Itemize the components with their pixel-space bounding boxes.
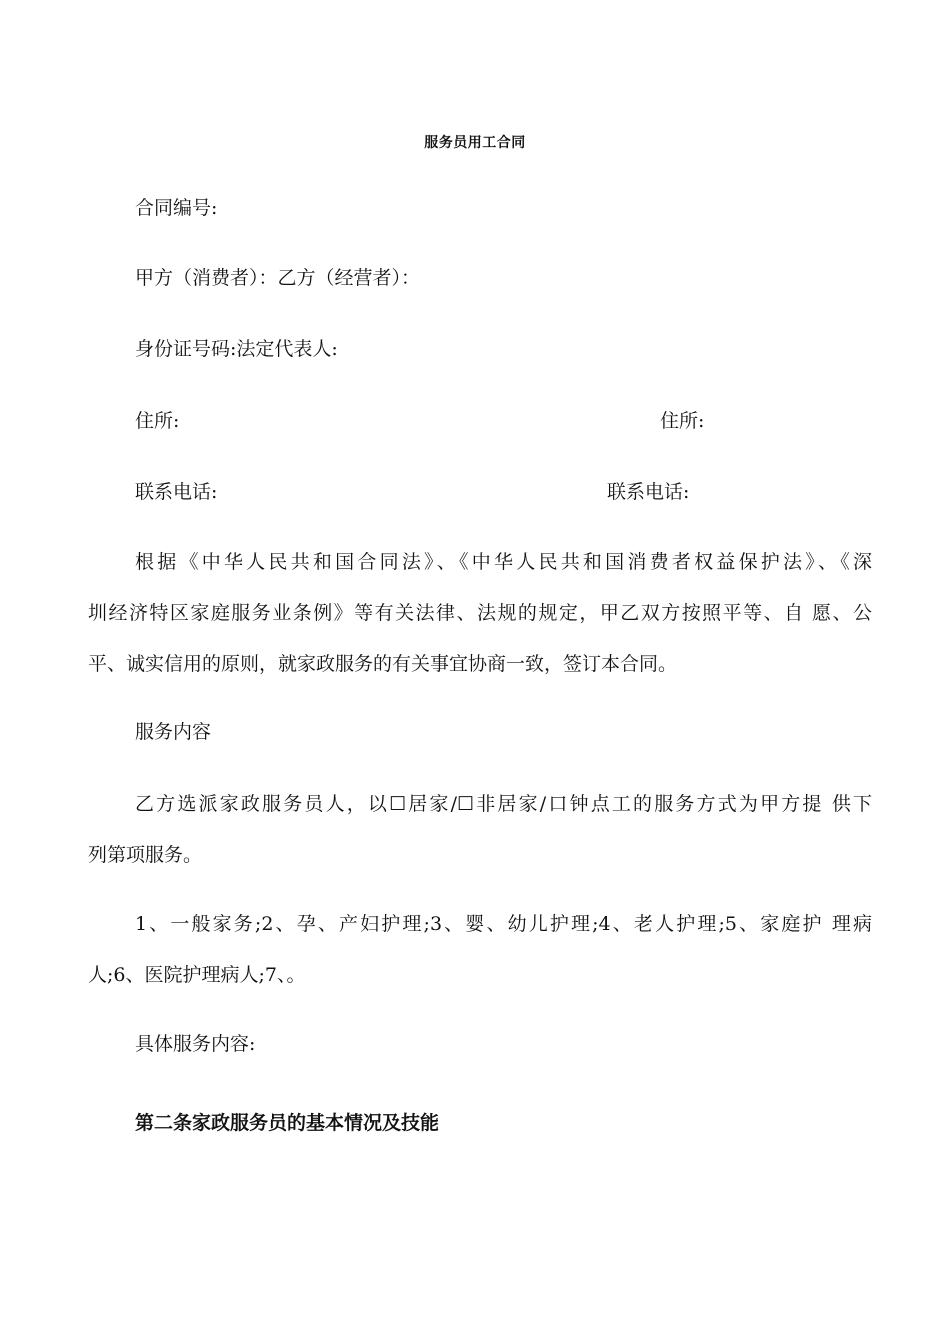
address-right-label: 住所: (660, 410, 705, 432)
address-left-label: 住所: (135, 410, 180, 432)
law-paragraph-line-1: 根据《中华人民共和国合同法》、《中华人民共和国消费者权益保护法》、《深 (135, 551, 872, 573)
dispatch-paragraph-line-1: 乙方选派家政服务员人，以☐居家/☐非居家/口钟点工的服务方式为甲方提 供下 (135, 793, 872, 815)
law-paragraph-line-2: 圳经济特区家庭服务业条例》等有关法律、法规的规定，甲乙双方按照平等、自 愿、公 (88, 602, 872, 624)
parties-line: 甲方（消费者）：乙方（经营者）： (135, 267, 421, 289)
items-paragraph-line-2: 人;6、医院护理病人;7、。 (88, 964, 306, 986)
service-section-heading: 服务内容 (135, 721, 212, 743)
phone-left-label: 联系电话: (135, 481, 218, 503)
phone-right-label: 联系电话: (607, 481, 690, 503)
contract-number-label: 合同编号: (135, 197, 218, 219)
items-paragraph-line-1: 1、一般家务;2、孕、产妇护理;3、婴、幼儿护理;4、老人护理;5、家庭护 理病 (135, 913, 872, 935)
id-representative-line: 身份证号码:法定代表人: (135, 338, 338, 360)
law-paragraph-line-3: 平、诚实信用的原则，就家政服务的有关事宜协商一致，签订本合同。 (88, 653, 678, 675)
dispatch-paragraph-line-2: 列第项服务。 (88, 844, 203, 866)
specific-content-label: 具体服务内容: (135, 1033, 256, 1055)
article-two-heading: 第二条家政服务员的基本情况及技能 (135, 1112, 440, 1134)
document-title: 服务员用工合同 (424, 135, 526, 151)
